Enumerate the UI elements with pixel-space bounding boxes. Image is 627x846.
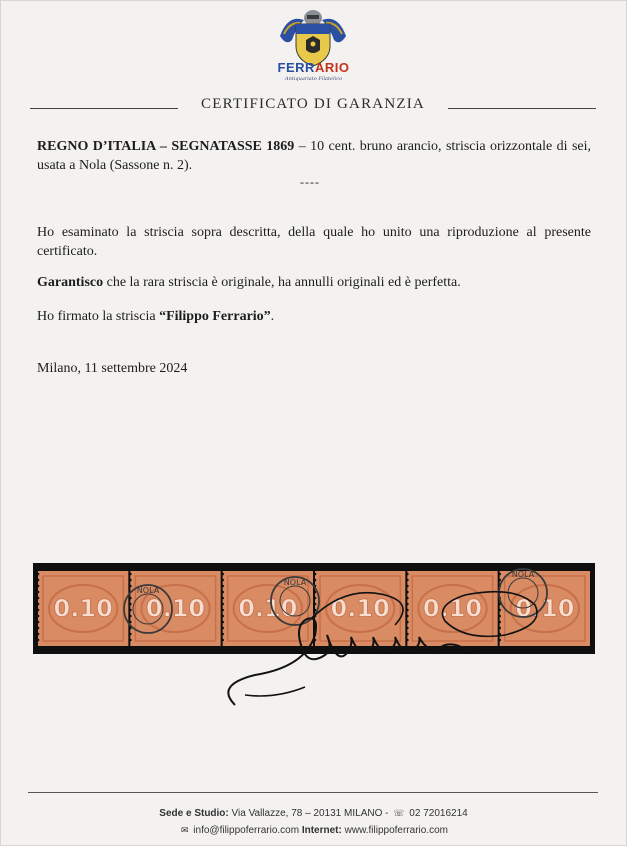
stamp-2 [129,571,221,646]
heading-rule-right [448,108,596,109]
email-address[interactable]: info@filippoferrario.com [190,825,302,836]
brand-logotype [0,60,627,75]
stamp-value-3: 0.10 [238,594,298,623]
separator: ---- [300,175,320,189]
brand-part-blue: FERR [277,60,315,75]
coat-of-arms-logo [270,6,356,98]
stamp-value-4: 0.10 [330,594,390,623]
footer-address [0,808,627,819]
stamp-1 [37,571,129,646]
handwritten-signature [215,575,545,715]
heading-row [30,96,596,116]
guarantee-paragraph [37,273,591,292]
signature-paragraph [37,307,591,326]
internet-label: Internet: [301,825,342,836]
mail-icon: ✉ [180,825,189,835]
brand-tagline: Antiquariato Filatelico [284,76,343,82]
examination-paragraph: Ho esaminato la striscia sopra descritta, della quale ho unito una riproduzione al presente certificato. [37,225,591,259]
address-label: Sede e Studio: [159,808,229,819]
phone-number: 02 72016214 [406,808,468,819]
signed-name: “Filippo Ferrario” [159,309,271,324]
stamp-value-6: 0.10 [515,594,575,623]
address-value: Via Vallazze, 78 – 20131 MILANO - [228,808,392,819]
stamp-value-2: 0.10 [145,594,206,623]
heading-rule-left [30,108,178,109]
description-text: – 10 cent. bruno arancio, striscia orizzontale di sei, usata a Nola (Sassone n. 2). [37,139,591,173]
brand-part-red: ARIO [314,60,350,75]
guarantee-keyword: Garantisco [37,275,104,290]
guarantee-text: che la rara striscia è originale, ha annulli originali ed è perfetta. [103,275,461,290]
postmark-text-1: NOLA [136,586,160,595]
description-title: REGNO D’ITALIA – SEGNATASSE 1869 [37,139,295,154]
signed-prefix: Ho firmato la striscia [37,309,160,324]
place-and-date: Milano, 11 settembre 2024 [37,361,188,376]
phone-icon: ☏ [393,808,405,818]
postmark-text-3: NOLA [511,570,535,579]
postmark-text-2: NOLA [283,578,307,587]
footer-contacts [0,825,627,836]
stamp-description [37,137,591,175]
signed-suffix: . [270,309,275,324]
footer-rule [28,792,598,793]
website-url[interactable]: www.filippoferrario.com [341,825,448,836]
stamp-value-1: 0.10 [53,594,113,623]
stamp-value-5: 0.10 [422,594,483,623]
certificate-title: CERTIFICATO DI GARANZIA [201,96,425,112]
